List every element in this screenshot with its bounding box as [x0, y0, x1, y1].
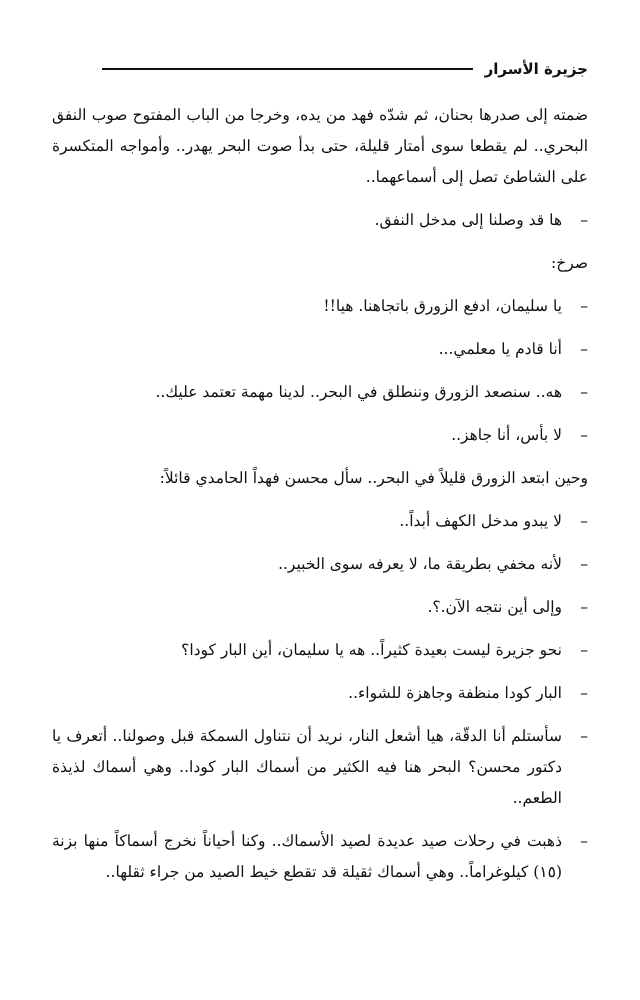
dialogue-line — [52, 635, 588, 666]
dialogue-text: لأنه مخفي بطريقة ما، لا يعرفه سوى الخبير.. — [278, 555, 562, 573]
dialogue-dash: – — [580, 598, 588, 616]
narrative-paragraph: وحين ابتعد الزورق قليلاً في البحر.. سأل محسن فهداً الحامدي قائلاً: — [159, 469, 588, 487]
dialogue-dash: – — [580, 426, 588, 444]
dialogue-line — [52, 592, 588, 623]
dialogue-text: لا يبدو مدخل الكهف أبداً.. — [399, 512, 562, 530]
dialogue-dash: – — [580, 555, 588, 573]
dialogue-dash: – — [580, 832, 588, 850]
dialogue-line — [52, 826, 588, 888]
dialogue-line — [52, 334, 588, 365]
dialogue-dash: – — [580, 383, 588, 401]
dialogue-text: أنا قادم يا معلمي... — [438, 340, 562, 358]
dialogue-text: يا سليمان، ادفع الزورق باتجاهنا. هيا!! — [323, 297, 562, 315]
dialogue-dash: – — [580, 512, 588, 530]
dialogue-text: البار كودا منظفة وجاهزة للشواء.. — [348, 684, 562, 702]
dialogue-line — [52, 506, 588, 537]
dialogue-text: سأستلم أنا الدقّة، هيا أشعل النار، نريد أن نتناول السمكة قبل وصولنا.. أتعرف يا دكتور محسن؟ البحر هنا فيه الكثير من أسماك البار كودا.. وهي أسماك لذيذة الطعم.. — [52, 727, 562, 807]
dialogue-dash: – — [580, 297, 588, 315]
book-title: جزيرة الأسرار — [484, 60, 588, 78]
dialogue-text: لا بأس، أنا جاهز.. — [451, 426, 562, 444]
dialogue-dash: – — [580, 340, 588, 358]
dialogue-text: نحو جزيرة ليست بعيدة كثيراً.. هه يا سليمان، أين البار كودا؟ — [181, 641, 562, 659]
dialogue-line — [52, 420, 588, 451]
dialogue-dash: – — [580, 727, 588, 745]
dialogue-line — [52, 721, 588, 814]
dialogue-line — [52, 205, 588, 236]
dialogue-line — [52, 291, 588, 322]
dialogue-dash: – — [580, 641, 588, 659]
narrative-paragraph: صرخ: — [551, 254, 588, 272]
dialogue-dash: – — [580, 684, 588, 702]
dialogue-dash: – — [580, 211, 588, 229]
dialogue-text: هه.. سنصعد الزورق وننطلق في البحر.. لدينا مهمة تعتمد عليك.. — [155, 383, 562, 401]
dialogue-line — [52, 377, 588, 408]
dialogue-text: ذهبت في رحلات صيد عديدة لصيد الأسماك.. وكنا أحياناً نخرج أسماكاً منها بزنة (١٥) كيلوغراماً.. وهي أسماك ثقيلة قد تقطع خيط الصيد من جراء ثقلها.. — [52, 832, 562, 881]
dialogue-line — [52, 678, 588, 709]
dialogue-line — [52, 549, 588, 580]
narrative-paragraph: ضمته إلى صدرها بحنان، ثم شدّه فهد من يده، وخرجا من الباب المفتوح صوب النفق البحري.. لم يقطعا سوى أمتار قليلة، حتى بدأ صوت البحر يهدر.. وأمواجه المتكسرة على الشاطئ تصل إلى أسماعهما.. — [52, 106, 588, 186]
dialogue-text: وإلى أين نتجه الآن.؟. — [427, 598, 562, 616]
header-rule — [102, 68, 473, 70]
dialogue-text: ها قد وصلنا إلى مدخل النفق. — [374, 211, 562, 229]
running-header — [102, 56, 588, 82]
page-body — [52, 100, 588, 900]
